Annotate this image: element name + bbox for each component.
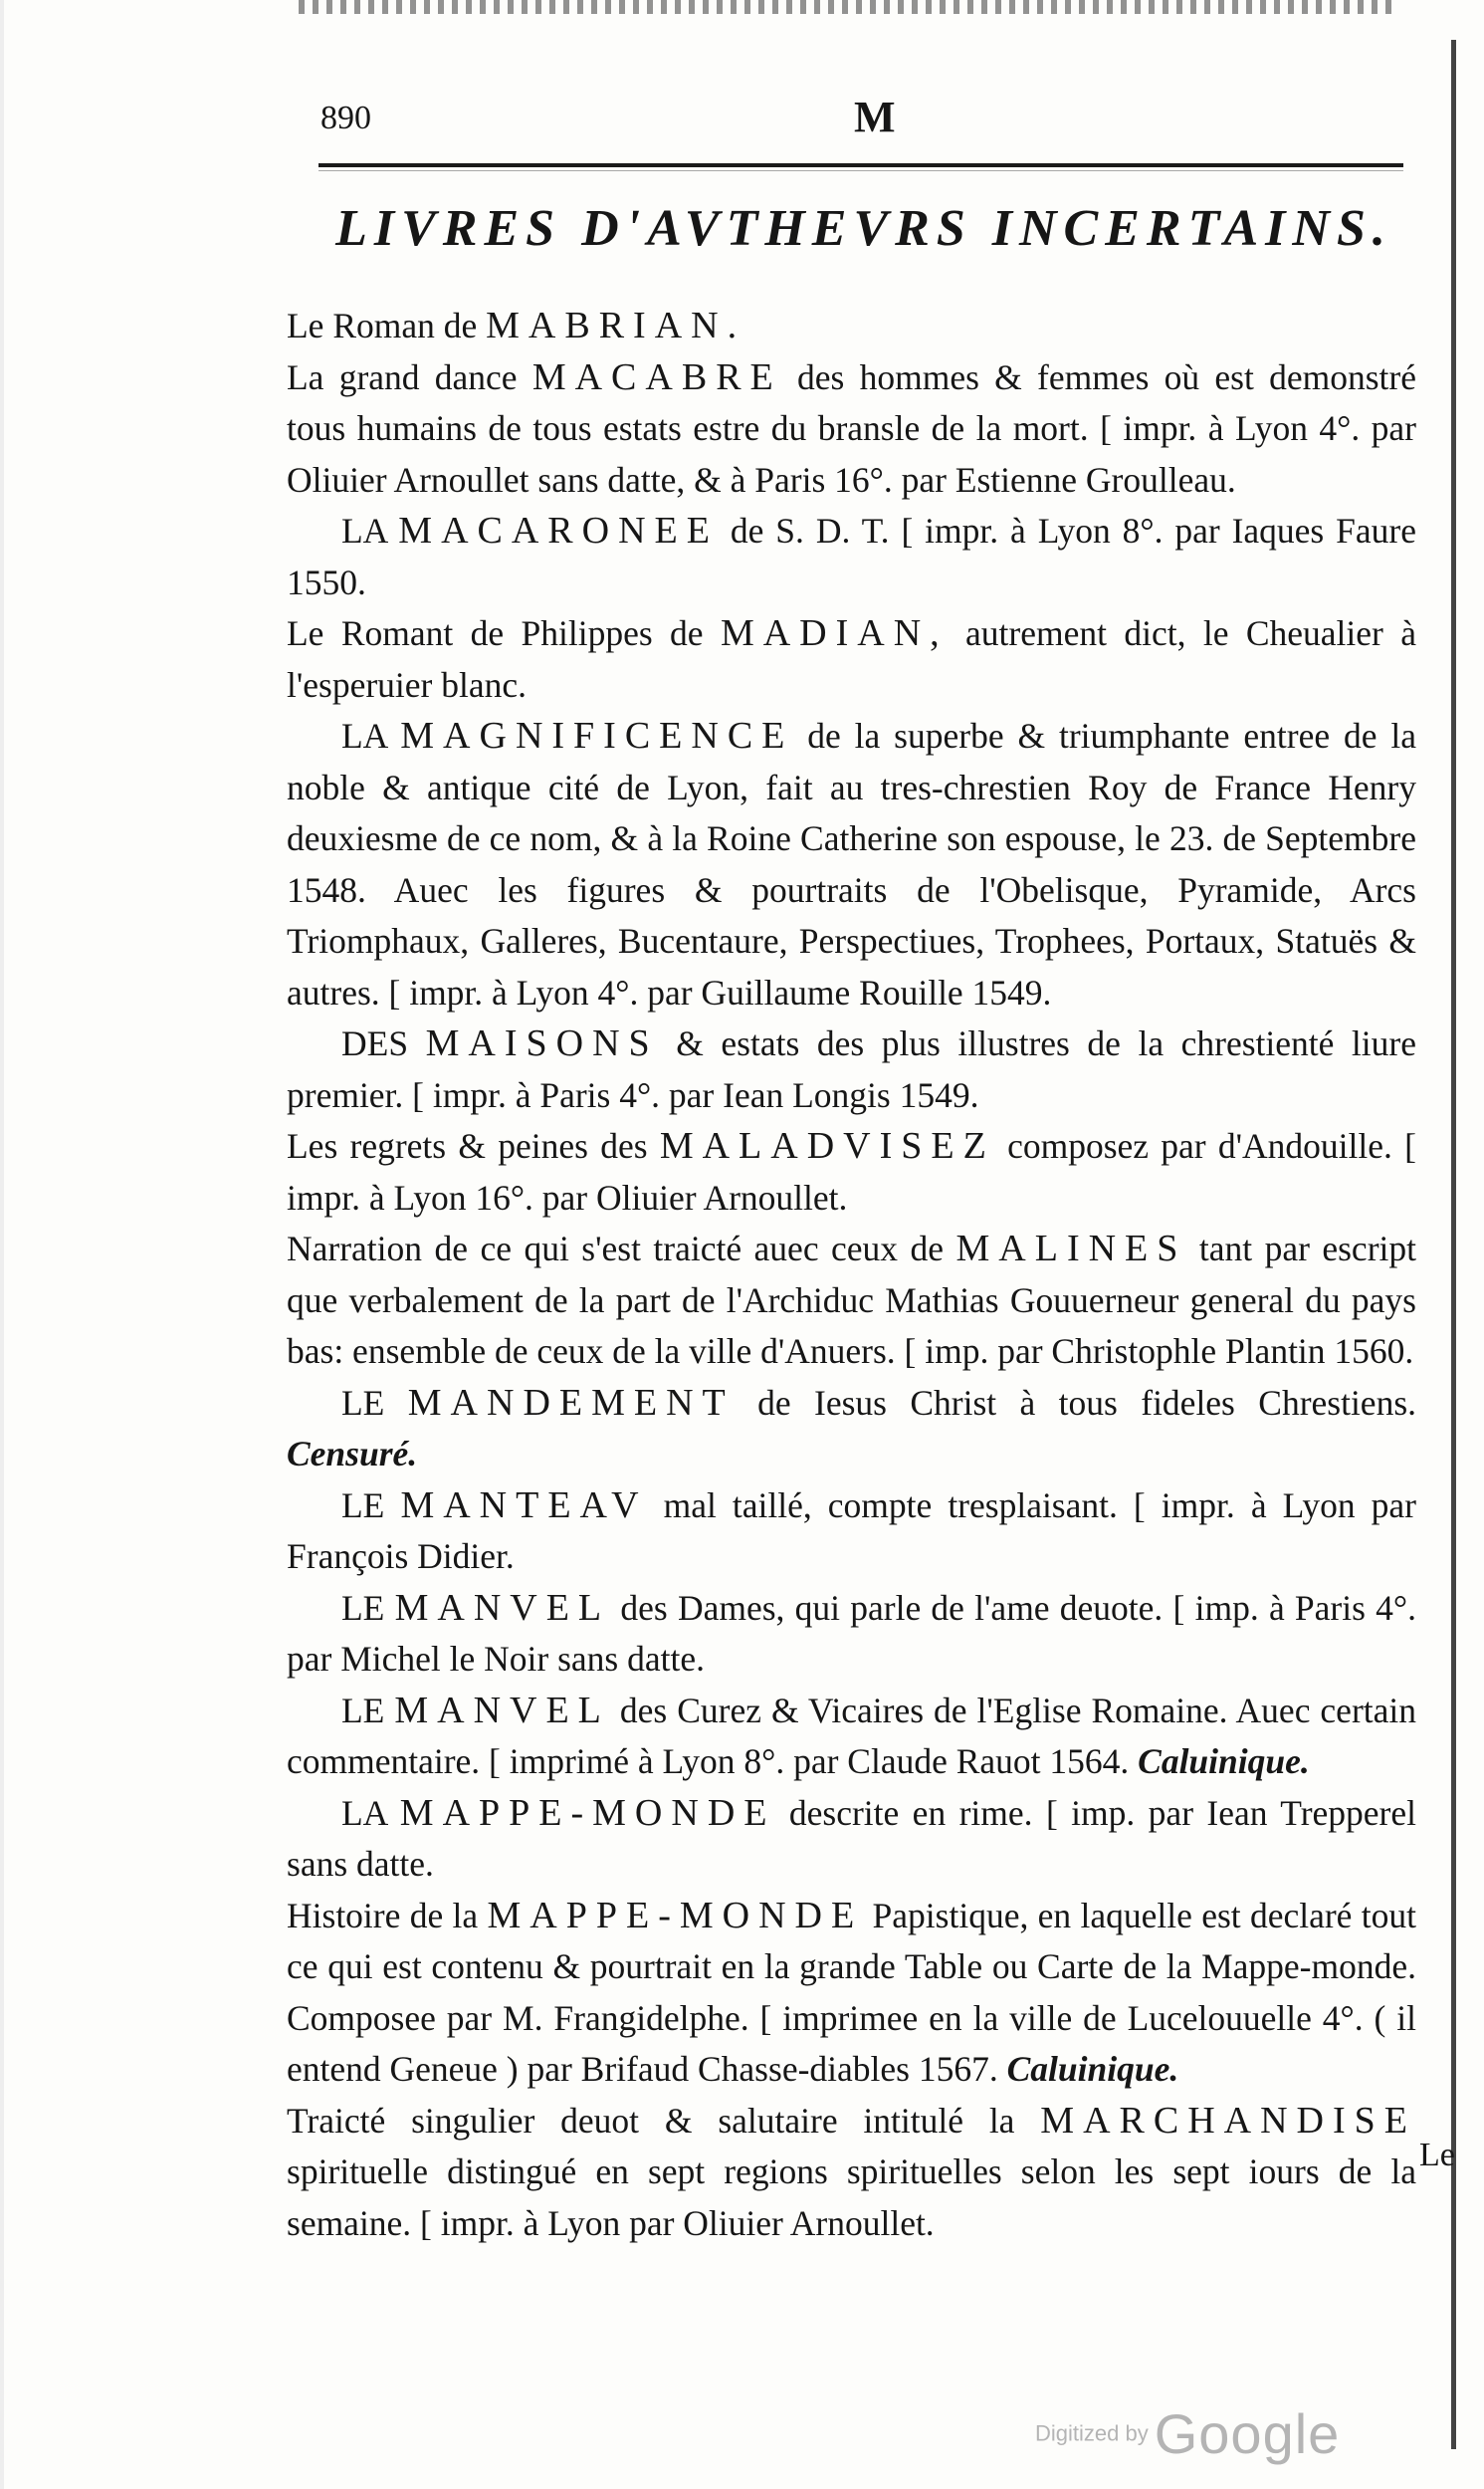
entry-keyword: MAISONS [425, 1022, 659, 1064]
entry: Le Roman de MABRIAN. [287, 305, 746, 346]
entry-keyword: MABRIAN. [486, 305, 746, 346]
entry-keyword: MAPPE-MONDE [487, 1894, 864, 1936]
entry: LE MANVEL des Curez & Vicaires de l'Eglise Romaine. Auec certain commentaire. [ imprimé à Lyon 8°. par Claude Rauot 1564. Caluinique. [287, 1689, 1416, 1781]
entry-keyword: MADIAN, [720, 612, 949, 654]
entry-keyword: MARCHANDISE [1040, 2099, 1416, 2142]
entry: Traicté singulier deuot & salutaire intitulé la MARCHANDISE spirituelle distingué en sept regions spirituelles selon les sept iours de la semaine. [ impr. à Lyon par Oliuier Arnoullet. [287, 2099, 1416, 2243]
entry-keyword: MALINES [955, 1228, 1187, 1269]
entry-keyword: MALADVISEZ [659, 1125, 995, 1167]
entry: La grand dance MACABRE des hommes & femmes où est demonstré tous humains de tous estats estre du bransle de la mort. [ impr. à Lyon 4°. par Oliuier Arnoullet sans datte, & à Paris 16°. par Estienne Groulleau. [287, 355, 1416, 500]
entry-keyword: MAPPE-MONDE [399, 1791, 776, 1834]
entry-keyword: MANDEMENT [407, 1381, 735, 1424]
censure-tag: Caluinique. [1138, 1741, 1310, 1781]
entry: DES MAISONS & estats des plus illustres de la chrestienté liure premier. [ impr. à Paris 4°. par Iean Longis 1549. [287, 1022, 1416, 1115]
entry: LE MANVEL des Dames, qui parle de l'ame deuote. [ imp. à Paris 4°. par Michel le Noir sans datte. [287, 1586, 1416, 1679]
entry-keyword: MACARONEE [398, 510, 719, 552]
entry-keyword: MAGNIFICENCE [400, 715, 794, 757]
censure-tag: Censuré. [287, 1434, 418, 1473]
entry: Histoire de la MAPPE-MONDE Papistique, en laquelle est declaré tout ce qui est contenu & pourtrait en la grande Table ou Carte de la Mappe-monde. Composee par M. Frangidelphe. [ imprimee en la ville de Lucelouuelle 4°. ( il entend Geneue ) par Brifaud Chasse-diables 1567. Caluinique. [287, 1894, 1417, 2089]
censure-tag: Caluinique. [1006, 2049, 1179, 2089]
digitized-watermark [1035, 2401, 1340, 2466]
entry-keyword: MANTEAV [400, 1483, 648, 1526]
entry-keyword: MACABRE [531, 355, 782, 398]
catchword: Le [1419, 2137, 1455, 2173]
entry: LA MAGNIFICENCE de la superbe & triumphante entree de la noble & antique cité de Lyon, fait au tres-chrestien Roy de France Henry deuxiesme de ce nom, & à la Roine Catherine son espouse, le 23. de Septembre 1548. Auec les figures & pourtraits de l'Obelisque, Pyramide, Arcs Triomphaux, Galleres, Bucentaure, Perspectiues, Trophees, Portaux, Statuës & autres. [ impr. à Lyon 4°. par Guillaume Rouille 1549. [287, 715, 1416, 1013]
scan-edge-right [1451, 40, 1456, 2449]
entry: LE MANDEMENT de Iesus Christ à tous fideles Chrestiens. Censuré. [287, 1381, 1417, 1473]
page-number: 890 [320, 100, 371, 136]
header-rule [318, 163, 1403, 167]
entry: Narration de ce qui s'est traicté auec ceux de MALINES tant par escript que verbalement de la part de l'Archiduc Mathias Gouuerneur general du pays bas: ensemble de ceux de la ville d'Anuers. [ imp. par Christophle Plantin 1560. [287, 1228, 1416, 1371]
header-rule-thin [318, 170, 1403, 171]
section-title: LIVRES D'AVTHEVRS INCERTAINS. [335, 200, 1392, 257]
scan-edge-top [299, 0, 1393, 14]
running-head-letter: M [854, 93, 898, 141]
entry-keyword: MANVEL [394, 1586, 611, 1629]
watermark-prefix: Digitized by [1035, 2420, 1149, 2446]
entry: Le Romant de Philippes de MADIAN, autrement dict, le Cheualier à l'esperuier blanc. [287, 612, 1416, 705]
entry: LA MACARONEE de S. D. T. [ impr. à Lyon 8°. par Iaques Faure 1550. [287, 510, 1416, 602]
entry: LA MAPPE-MONDE descrite en rime. [ imp. par Iean Trepperel sans datte. [287, 1791, 1416, 1884]
entry-list [287, 301, 1416, 2249]
scan-edge-left [0, 0, 4, 2489]
entry: Les regrets & peines des MALADVISEZ composez par d'Andouille. [ impr. à Lyon 16°. par Oliuier Arnoullet. [287, 1125, 1416, 1218]
entry: LE MANTEAV mal taillé, compte tresplaisant. [ impr. à Lyon par François Didier. [287, 1483, 1416, 1576]
google-logo: Google [1154, 2402, 1341, 2465]
entry-keyword: MANVEL [394, 1689, 610, 1731]
